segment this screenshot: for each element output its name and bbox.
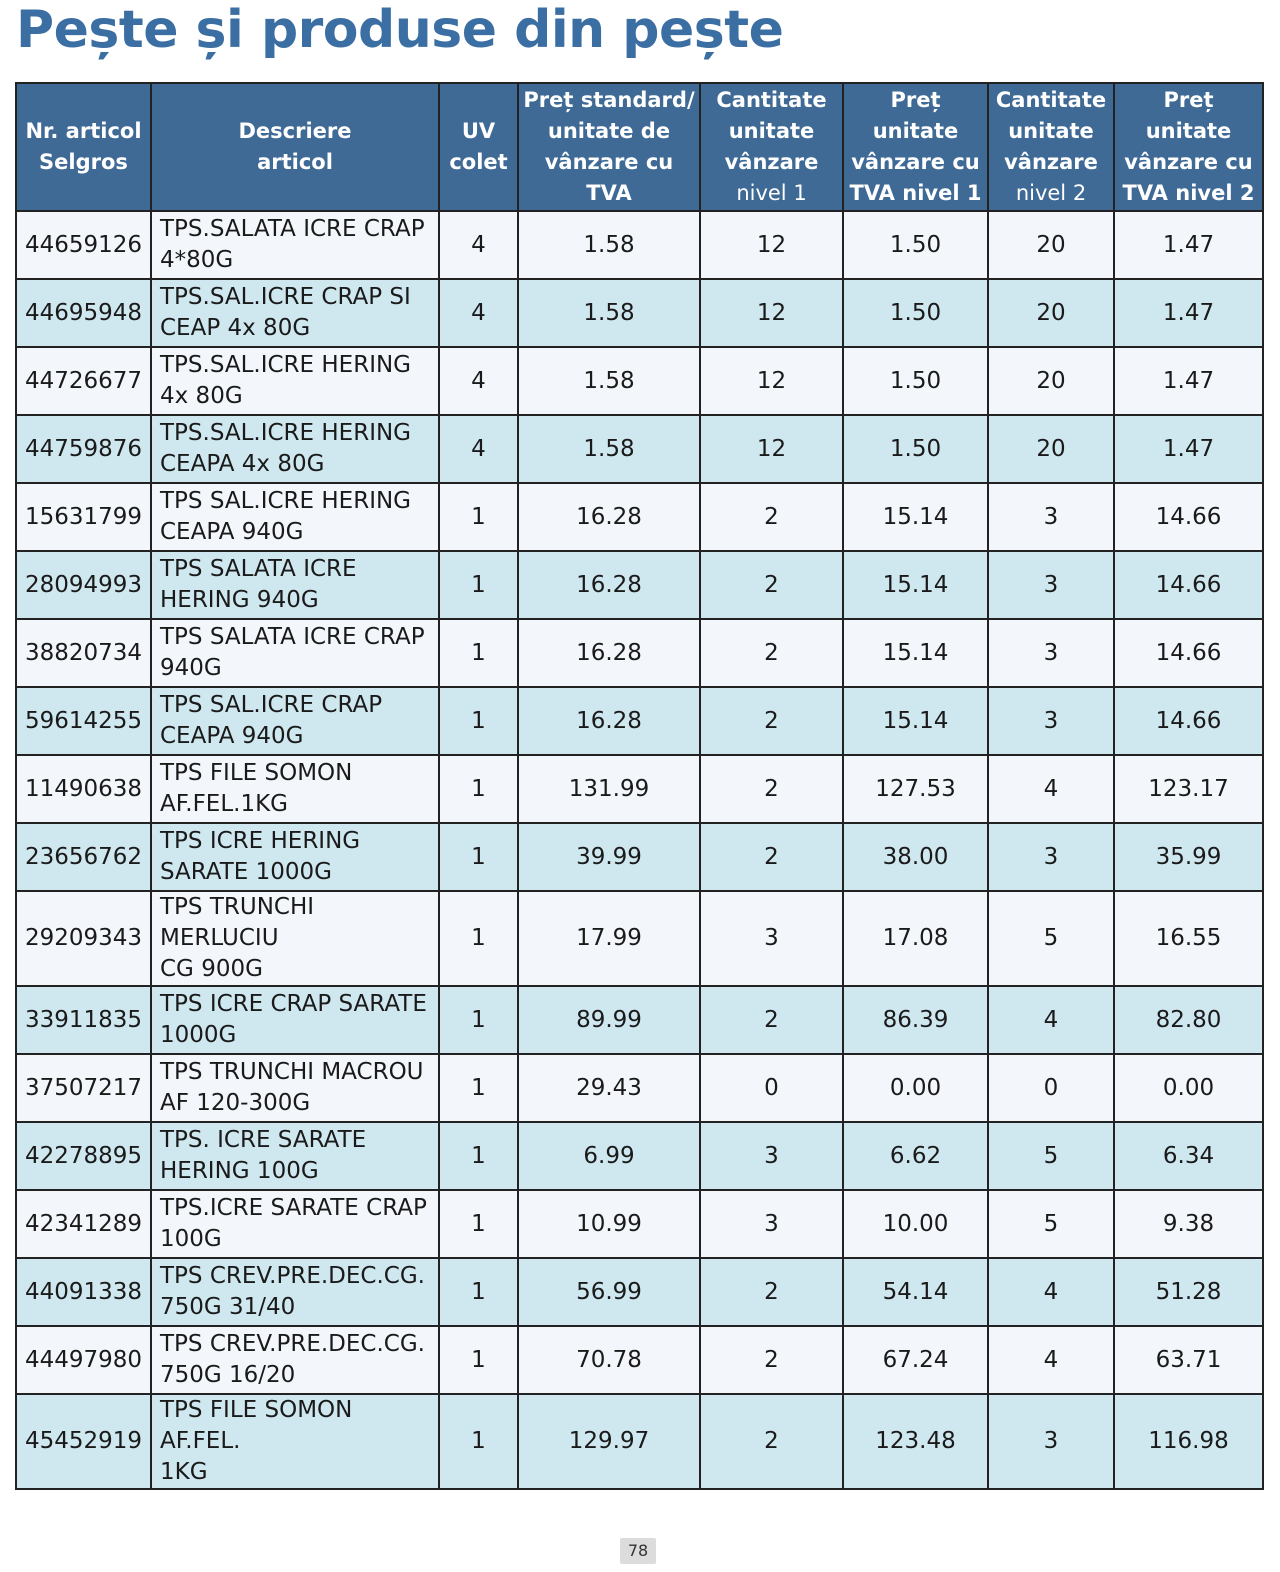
description-line: TPS CREV.PRE.DEC.CG. (160, 1263, 425, 1289)
cell-pret-standard: 131.99 (518, 755, 700, 823)
cell-cantitate-nivel-2: 20 (988, 211, 1114, 279)
description-line: CG 900G (160, 956, 263, 982)
table-row (16, 1054, 1263, 1122)
cell-cantitate-nivel-1: 2 (700, 551, 843, 619)
description-line: TPS SAL.ICRE CRAP (160, 692, 383, 718)
cell-pret-nivel-2: 14.66 (1114, 483, 1263, 551)
cell-cantitate-nivel-1: 12 (700, 347, 843, 415)
cell-pret-standard: 16.28 (518, 687, 700, 755)
cell-descriere (151, 483, 439, 551)
cell-nr-articol: 29209343 (16, 891, 151, 986)
cell-pret-nivel-1: 54.14 (843, 1258, 988, 1326)
cell-cantitate-nivel-2: 4 (988, 755, 1114, 823)
table-row (16, 279, 1263, 347)
cell-pret-nivel-1: 86.39 (843, 986, 988, 1054)
cell-pret-nivel-2: 1.47 (1114, 415, 1263, 483)
cell-pret-nivel-2: 16.55 (1114, 891, 1263, 986)
cell-pret-nivel-2: 123.17 (1114, 755, 1263, 823)
description-line: TPS.ICRE SARATE CRAP (160, 1195, 427, 1221)
cell-cantitate-nivel-2: 5 (988, 891, 1114, 986)
cell-descriere (151, 415, 439, 483)
table-row (16, 619, 1263, 687)
cell-pret-nivel-2: 1.47 (1114, 347, 1263, 415)
description-line: TPS FILE SOMON (160, 760, 353, 786)
cell-pret-standard: 39.99 (518, 823, 700, 891)
page-title: Pește și produse din pește (16, 0, 784, 60)
description-line: 750G 31/40 (160, 1294, 296, 1320)
description-line: TPS CREV.PRE.DEC.CG. (160, 1331, 425, 1357)
cell-pret-nivel-1: 38.00 (843, 823, 988, 891)
cell-descriere (151, 279, 439, 347)
cell-cantitate-nivel-2: 4 (988, 1326, 1114, 1394)
cell-descriere (151, 891, 439, 986)
cell-cantitate-nivel-2: 3 (988, 687, 1114, 755)
cell-cantitate-nivel-1: 2 (700, 1394, 843, 1489)
cell-uv-colet: 1 (439, 891, 518, 986)
table-row (16, 891, 1263, 986)
cell-uv-colet: 1 (439, 687, 518, 755)
cell-cantitate-nivel-1: 2 (700, 1258, 843, 1326)
cell-nr-articol: 38820734 (16, 619, 151, 687)
cell-pret-nivel-1: 0.00 (843, 1054, 988, 1122)
cell-cantitate-nivel-1: 12 (700, 415, 843, 483)
table-header-row (16, 83, 1263, 211)
description-line: TPS ICRE HERING (160, 828, 361, 854)
description-line: TPS FILE SOMON AF.FEL. (160, 1397, 353, 1454)
cell-descriere (151, 755, 439, 823)
cell-nr-articol: 11490638 (16, 755, 151, 823)
cell-nr-articol: 23656762 (16, 823, 151, 891)
cell-nr-articol: 44091338 (16, 1258, 151, 1326)
cell-pret-nivel-1: 15.14 (843, 619, 988, 687)
cell-pret-standard: 16.28 (518, 551, 700, 619)
cell-cantitate-nivel-2: 5 (988, 1190, 1114, 1258)
description-line: TPS.SAL.ICRE HERING (160, 352, 412, 378)
cell-uv-colet: 1 (439, 1190, 518, 1258)
cell-descriere (151, 1258, 439, 1326)
page-number: 78 (620, 1538, 656, 1564)
cell-uv-colet: 4 (439, 347, 518, 415)
cell-pret-nivel-1: 67.24 (843, 1326, 988, 1394)
cell-uv-colet: 1 (439, 483, 518, 551)
table-row (16, 347, 1263, 415)
cell-cantitate-nivel-2: 20 (988, 415, 1114, 483)
cell-pret-nivel-2: 0.00 (1114, 1054, 1263, 1122)
cell-cantitate-nivel-1: 2 (700, 687, 843, 755)
cell-pret-nivel-1: 17.08 (843, 891, 988, 986)
description-line: 100G (160, 1226, 222, 1252)
cell-nr-articol: 44726677 (16, 347, 151, 415)
cell-pret-nivel-1: 6.62 (843, 1122, 988, 1190)
cell-pret-nivel-1: 15.14 (843, 551, 988, 619)
cell-pret-nivel-2: 1.47 (1114, 211, 1263, 279)
header-pret-nivel-1: Preț unitate vânzare cu TVA nivel 1 (843, 83, 988, 211)
cell-pret-nivel-2: 116.98 (1114, 1394, 1263, 1489)
table-row (16, 687, 1263, 755)
cell-pret-nivel-1: 10.00 (843, 1190, 988, 1258)
description-line: 750G 16/20 (160, 1362, 296, 1388)
table-row (16, 755, 1263, 823)
cell-cantitate-nivel-2: 5 (988, 1122, 1114, 1190)
cell-uv-colet: 1 (439, 823, 518, 891)
cell-descriere (151, 1326, 439, 1394)
cell-pret-nivel-1: 1.50 (843, 279, 988, 347)
cell-pret-nivel-2: 35.99 (1114, 823, 1263, 891)
description-line: SARATE 1000G (160, 859, 333, 885)
cell-descriere (151, 1190, 439, 1258)
cell-pret-nivel-2: 51.28 (1114, 1258, 1263, 1326)
header-cantitate-nivel-2: Cantitate unitate vânzare nivel 2 (988, 83, 1114, 211)
cell-pret-nivel-1: 1.50 (843, 347, 988, 415)
cell-uv-colet: 4 (439, 415, 518, 483)
cell-nr-articol: 15631799 (16, 483, 151, 551)
cell-uv-colet: 1 (439, 1122, 518, 1190)
cell-descriere (151, 551, 439, 619)
table-row (16, 551, 1263, 619)
cell-cantitate-nivel-2: 4 (988, 1258, 1114, 1326)
cell-descriere (151, 823, 439, 891)
description-line: TPS TRUNCHI MERLUCIU (160, 894, 315, 951)
description-line: 4*80G (160, 247, 234, 273)
cell-cantitate-nivel-1: 2 (700, 619, 843, 687)
table-body (16, 211, 1263, 1489)
cell-uv-colet: 1 (439, 1326, 518, 1394)
table-row (16, 1394, 1263, 1489)
cell-pret-standard: 1.58 (518, 347, 700, 415)
cell-nr-articol: 42341289 (16, 1190, 151, 1258)
cell-cantitate-nivel-1: 3 (700, 891, 843, 986)
description-line: 1KG (160, 1459, 208, 1485)
table-row (16, 415, 1263, 483)
cell-uv-colet: 1 (439, 1394, 518, 1489)
description-line: TPS SALATA ICRE CRAP (160, 624, 425, 650)
cell-pret-standard: 129.97 (518, 1394, 700, 1489)
cell-cantitate-nivel-2: 4 (988, 986, 1114, 1054)
cell-uv-colet: 1 (439, 1054, 518, 1122)
cell-pret-standard: 17.99 (518, 891, 700, 986)
cell-cantitate-nivel-1: 2 (700, 755, 843, 823)
cell-pret-nivel-1: 15.14 (843, 687, 988, 755)
cell-cantitate-nivel-2: 3 (988, 483, 1114, 551)
cell-cantitate-nivel-1: 12 (700, 211, 843, 279)
cell-nr-articol: 59614255 (16, 687, 151, 755)
cell-cantitate-nivel-2: 3 (988, 1394, 1114, 1489)
cell-nr-articol: 44695948 (16, 279, 151, 347)
cell-nr-articol: 44759876 (16, 415, 151, 483)
cell-nr-articol: 44659126 (16, 211, 151, 279)
cell-descriere (151, 986, 439, 1054)
table-row (16, 1326, 1263, 1394)
cell-cantitate-nivel-1: 2 (700, 483, 843, 551)
table-row (16, 483, 1263, 551)
cell-uv-colet: 1 (439, 1258, 518, 1326)
header-cantitate-nivel-1: Cantitate unitate vânzare nivel 1 (700, 83, 843, 211)
cell-uv-colet: 4 (439, 279, 518, 347)
cell-pret-standard: 29.43 (518, 1054, 700, 1122)
cell-pret-nivel-1: 15.14 (843, 483, 988, 551)
cell-pret-standard: 56.99 (518, 1258, 700, 1326)
description-line: TPS. ICRE SARATE (160, 1127, 367, 1153)
cell-pret-standard: 6.99 (518, 1122, 700, 1190)
cell-cantitate-nivel-1: 12 (700, 279, 843, 347)
table-row (16, 823, 1263, 891)
cell-pret-nivel-1: 127.53 (843, 755, 988, 823)
cell-pret-standard: 16.28 (518, 483, 700, 551)
cell-pret-standard: 10.99 (518, 1190, 700, 1258)
cell-uv-colet: 4 (439, 211, 518, 279)
cell-pret-nivel-1: 1.50 (843, 211, 988, 279)
description-line: TPS.SAL.ICRE CRAP SI (160, 284, 411, 310)
cell-pret-nivel-2: 9.38 (1114, 1190, 1263, 1258)
table-row (16, 1122, 1263, 1190)
cell-nr-articol: 33911835 (16, 986, 151, 1054)
cell-cantitate-nivel-2: 3 (988, 619, 1114, 687)
description-line: TPS.SALATA ICRE CRAP (160, 216, 425, 242)
description-line: AF 120-300G (160, 1090, 311, 1116)
cell-cantitate-nivel-2: 3 (988, 823, 1114, 891)
cell-pret-nivel-2: 82.80 (1114, 986, 1263, 1054)
description-line: TPS SALATA ICRE (160, 556, 357, 582)
cell-descriere (151, 211, 439, 279)
description-line: 940G (160, 655, 222, 681)
description-line: HERING 940G (160, 587, 319, 613)
cell-pret-standard: 1.58 (518, 279, 700, 347)
cell-descriere (151, 687, 439, 755)
table-row (16, 986, 1263, 1054)
cell-pret-standard: 16.28 (518, 619, 700, 687)
cell-pret-nivel-2: 14.66 (1114, 551, 1263, 619)
cell-cantitate-nivel-1: 3 (700, 1190, 843, 1258)
table-row (16, 1190, 1263, 1258)
description-line: HERING 100G (160, 1158, 319, 1184)
cell-descriere (151, 619, 439, 687)
cell-cantitate-nivel-2: 0 (988, 1054, 1114, 1122)
description-line: 1000G (160, 1022, 237, 1048)
header-nr-articol: Nr. articol Selgros (16, 83, 151, 211)
cell-cantitate-nivel-1: 2 (700, 986, 843, 1054)
cell-pret-nivel-2: 6.34 (1114, 1122, 1263, 1190)
cell-cantitate-nivel-2: 3 (988, 551, 1114, 619)
description-line: TPS SAL.ICRE HERING (160, 488, 412, 514)
description-line: CEAPA 940G (160, 723, 304, 749)
description-line: CEAPA 940G (160, 519, 304, 545)
cell-pret-nivel-2: 63.71 (1114, 1326, 1263, 1394)
cell-uv-colet: 1 (439, 619, 518, 687)
cell-cantitate-nivel-1: 2 (700, 1326, 843, 1394)
cell-pret-nivel-1: 1.50 (843, 415, 988, 483)
cell-pret-standard: 1.58 (518, 211, 700, 279)
cell-pret-nivel-2: 14.66 (1114, 687, 1263, 755)
cell-pret-nivel-1: 123.48 (843, 1394, 988, 1489)
cell-pret-standard: 1.58 (518, 415, 700, 483)
cell-nr-articol: 44497980 (16, 1326, 151, 1394)
cell-cantitate-nivel-2: 20 (988, 279, 1114, 347)
cell-uv-colet: 1 (439, 755, 518, 823)
cell-descriere (151, 1054, 439, 1122)
cell-pret-nivel-2: 14.66 (1114, 619, 1263, 687)
cell-cantitate-nivel-2: 20 (988, 347, 1114, 415)
description-line: AF.FEL.1KG (160, 791, 289, 817)
cell-descriere (151, 1394, 439, 1489)
description-line: TPS.SAL.ICRE HERING (160, 420, 412, 446)
cell-nr-articol: 28094993 (16, 551, 151, 619)
cell-uv-colet: 1 (439, 986, 518, 1054)
cell-cantitate-nivel-1: 0 (700, 1054, 843, 1122)
cell-descriere (151, 347, 439, 415)
header-uv-colet: UV colet (439, 83, 518, 211)
cell-nr-articol: 42278895 (16, 1122, 151, 1190)
cell-uv-colet: 1 (439, 551, 518, 619)
table-row (16, 1258, 1263, 1326)
header-pret-nivel-2: Preț unitate vânzare cu TVA nivel 2 (1114, 83, 1263, 211)
cell-pret-standard: 70.78 (518, 1326, 700, 1394)
cell-pret-standard: 89.99 (518, 986, 700, 1054)
header-pret-standard: Preț standard/ unitate de vânzare cu TVA (518, 83, 700, 211)
cell-pret-nivel-2: 1.47 (1114, 279, 1263, 347)
products-table (15, 82, 1264, 1490)
cell-nr-articol: 45452919 (16, 1394, 151, 1489)
description-line: TPS ICRE CRAP SARATE (160, 991, 427, 1017)
cell-nr-articol: 37507217 (16, 1054, 151, 1122)
cell-cantitate-nivel-1: 3 (700, 1122, 843, 1190)
description-line: CEAPA 4x 80G (160, 451, 325, 477)
description-line: CEAP 4x 80G (160, 315, 311, 341)
cell-descriere (151, 1122, 439, 1190)
description-line: TPS TRUNCHI MACROU (160, 1059, 424, 1085)
description-line: 4x 80G (160, 383, 243, 409)
cell-cantitate-nivel-1: 2 (700, 823, 843, 891)
header-descriere: Descriere articol (151, 83, 439, 211)
table-row (16, 211, 1263, 279)
